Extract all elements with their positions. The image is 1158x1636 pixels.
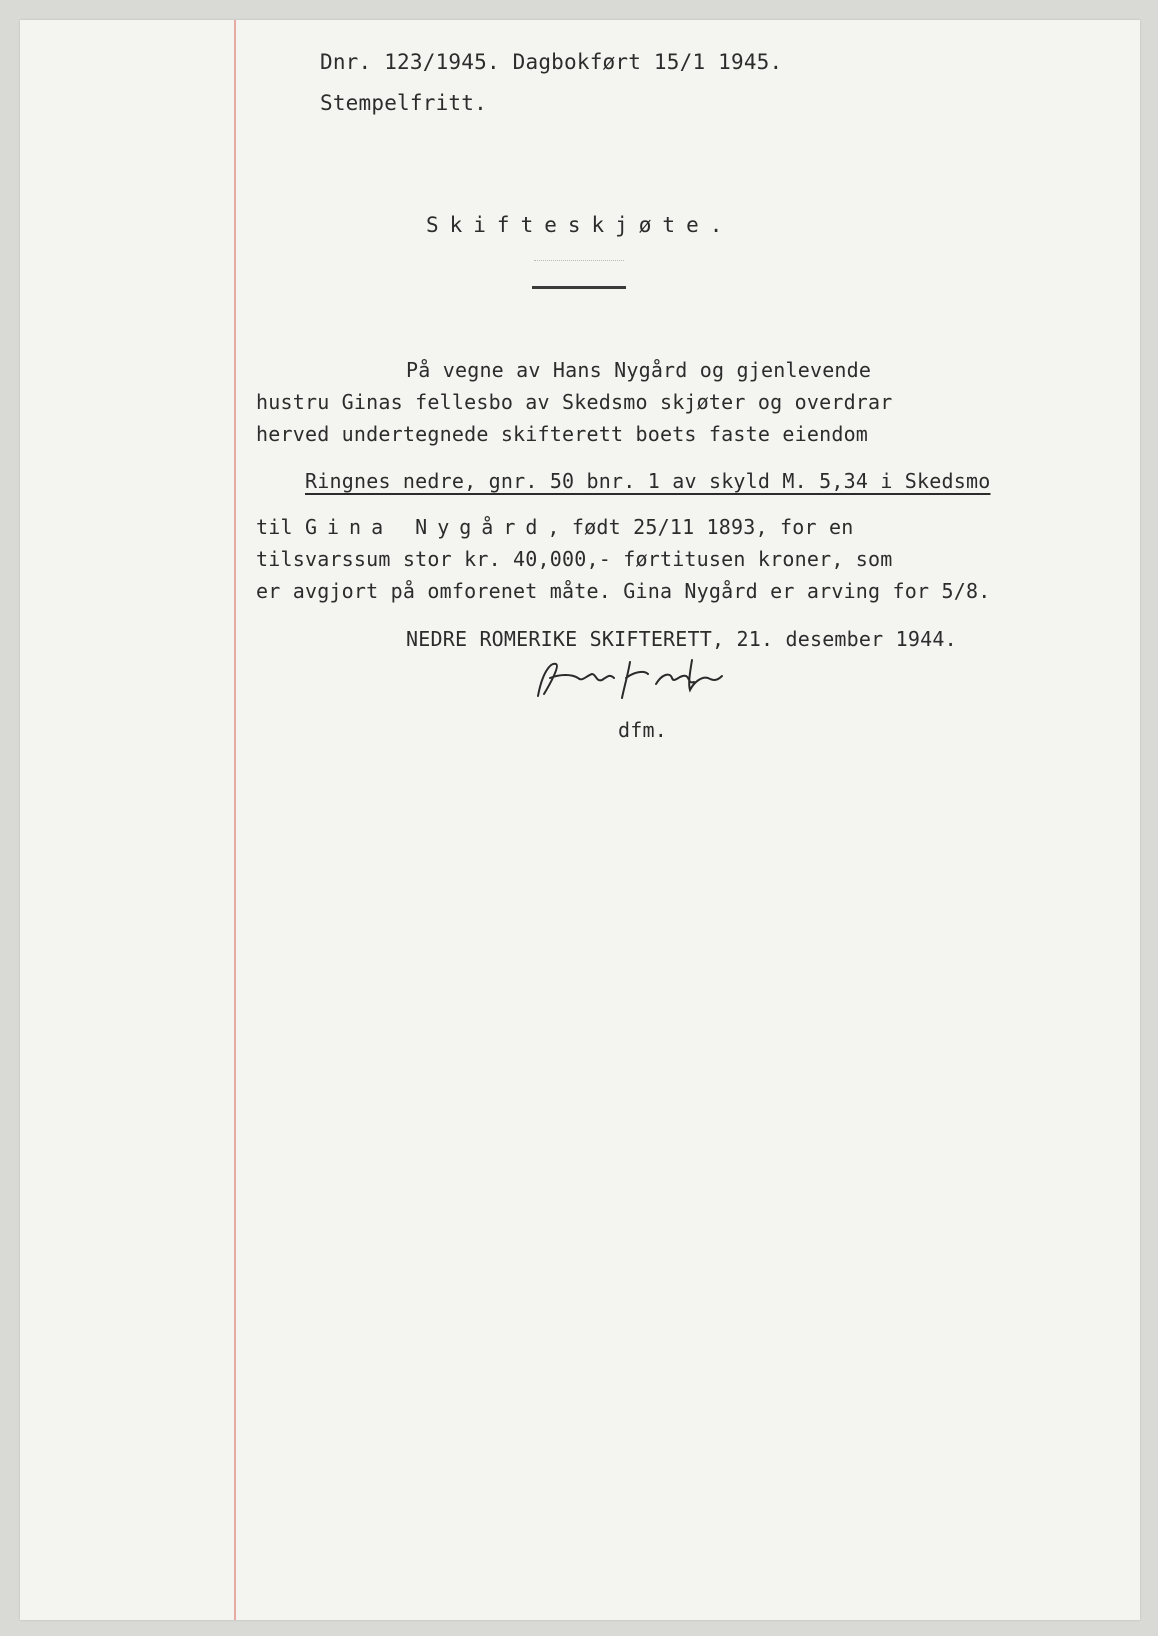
stamp-note: Stempelfritt.	[320, 91, 487, 115]
body-line-3: herved undertegnede skifterett boets faste eiendom	[256, 422, 869, 446]
body-line-7: er avgjort på omforenet måte. Gina Nygård er arving for 5/8.	[256, 579, 991, 603]
recipient-name: Gina Nygård	[304, 515, 548, 539]
body-line-1: På vegne av Hans Nygård og gjenlevende	[406, 358, 872, 382]
document-page	[20, 20, 1140, 1620]
signature-title: dfm.	[618, 718, 667, 742]
to-prefix: til	[256, 515, 305, 539]
court-date-line: NEDRE ROMERIKE SKIFTERETT, 21. desember 1944.	[406, 627, 957, 651]
body-line-6: tilsvarssum stor kr. 40,000,- førtitusen kroner, som	[256, 547, 893, 571]
dotted-divider	[534, 260, 624, 261]
record-header: Dnr. 123/1945. Dagbokført 15/1 1945.	[320, 50, 783, 74]
property-description: Ringnes nedre, gnr. 50 bnr. 1 av skyld M. 5,34 i Skedsmo	[305, 469, 991, 493]
title-rule	[532, 286, 626, 289]
document-title: Skifteskjøte.	[426, 213, 734, 237]
body-line-5	[256, 515, 853, 539]
red-margin-line	[234, 20, 236, 1620]
birth-details: , født 25/11 1893, for en	[547, 515, 854, 539]
handwritten-signature	[520, 644, 780, 714]
body-line-2: hustru Ginas fellesbo av Skedsmo skjøter og overdrar	[256, 390, 893, 414]
